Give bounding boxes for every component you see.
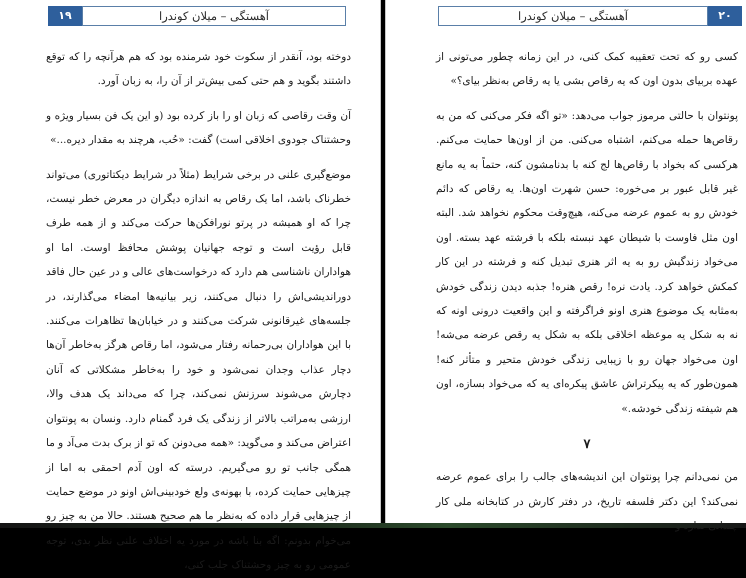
right-page	[386, 0, 746, 523]
left-page-running-title: آهستگی – میلان کوندرا	[82, 6, 346, 26]
right-page-number: ۲۰	[708, 6, 742, 26]
left-page-header	[48, 6, 346, 26]
desktop-background-strip	[0, 523, 746, 528]
section-number: ۷	[583, 437, 591, 453]
paragraph: پونتوان با حالتی مرموز جواب می‌دهد: «تو اگه فکر می‌کنی که من به رقاص‌ها حمله می‌کنم، اشتباه می‌کنی. من از اون‌ها حمایت می‌کنم. هرکسی که بخواد با رقاص‌ها لج کنه با بدنامشون کنه، حتماً به یه مانع غیر قابل عبور بر می‌خوره: حسن شهرت اون‌ها. یه رقاص که دائم خودش رو به عموم عرضه می‌کنه، هیچ‌وقت محکوم نخواهد شد. البته اون مثل فاوست با شیطان عهد نبسته بلکه با فرشته عهد بسته. اون می‌خواد زندگیش رو به یه اثر هنری تبدیل کنه و فرشته در این کار کمکش خواهد کرد. یادت نره! رقص هنره! جذبه دیدن زندگی خودش به‌مثابه یک موضوع هنری اونو فراگرفته و این واقعیت درونی اونه که نه به شکل یه موعظه اخلاقی بلکه به شکل یه رقص عرضه می‌شه! اون می‌خواد جهان رو با زیبایی زندگی خودش متحیر و متأثر کنه! همون‌طور که یه پیکرتراش عاشق پیکره‌ای یه که می‌خواد بسازه، اون هم شیفته زندگی خودشه.»	[436, 109, 738, 415]
right-page-body	[436, 45, 738, 538]
paragraph: موضع‌گیری علنی در برخی شرایط (مثلاً در شرایط دیکتاتوری) می‌تواند خطرناک باشد، اما یک رقاص به اندازه دیگران در معرض خطر نیست، چرا که او همیشه در پرتو نورافکن‌ها حرکت می‌کند و از همه طرف قابل رؤیت است و توجه جهانیان پوشش محافظ اوست. اما او هواداران ناشناسی هم دارد که درخواست‌های عالی و در عین حال فاقد دوراندیشی‌اش را دنبال می‌کنند، زیر بیانیه‌ها امضاء می‌گذارند، در جلسه‌های غیرقانونی شرکت می‌کنند و در خیابان‌ها تظاهرات می‌کنند. با این هواداران بی‌رحمانه رفتار می‌شود، اما رقاص هرگز به‌خاطر آن‌ها دچار عذاب وجدان نمی‌شود و خود را به‌خاطر مشکلاتی که آنان دچارش می‌شوند سرزنش نمی‌کند، چرا که می‌داند یک هدف والا، ارزشی به‌مراتب بالاتر از زندگی یک فرد گمنام دارد. ونسان به پونتوان اعتراض می‌کند و می‌گوید: «همه می‌دونن که تو از برک بدت می‌آد و ما همگی جانب تو رو می‌گیریم. درسته که اون آدم احمقی به اما از چیزهایی حمایت کرده، با بهونه‌ی ولع خودبینی‌اش اونو در موضع حمایت از چیزهایی قرار داده که به‌نظر ما هم صحیح هستند. حالا من به چیز رو می‌خوام بدونم: اگه بنا باشه در مورد یه اختلاف علنی نظر بدی، توجه عمومی رو به چیز وحشتناک جلب کنی،	[46, 168, 351, 572]
paragraph: آن وقت رقاصی که زبان او را باز کرده بود (و این یک فن بسیار ویژه و وحشتناک جودوی اخلاقی است) گفت: «حُب، هرچند به مقدار دیره...»	[46, 109, 351, 147]
paragraph: من نمی‌دانم چرا پونتوان این اندیشه‌های جالب را برای عموم عرضه نمی‌کند؟ این دکتر فلسفه تاریخ، در دفتر کارش در کتابخانه ملی کار	[436, 471, 738, 508]
page-gutter	[380, 0, 381, 528]
right-page-running-title: آهستگی – میلان کوندرا	[438, 6, 708, 26]
paragraph: کسی رو که تحت تعقیبه کمک کنی، در این زمانه چطور می‌تونی از عهده بربیای بدون اون که یه رقاص بشی یا یه رقاص به‌نظر بیای؟»	[436, 51, 738, 88]
left-page-number: ۱۹	[48, 6, 82, 26]
right-page-header	[438, 6, 742, 26]
left-page-body	[46, 45, 351, 578]
paragraph: دوخته بود، آنقدر از سکوت خود شرمنده بود که هم هرآنچه را که توقع داشتند بگوید و هم حتی کمی بیش‌تر از آن را، به زبان آورد.	[46, 51, 351, 88]
